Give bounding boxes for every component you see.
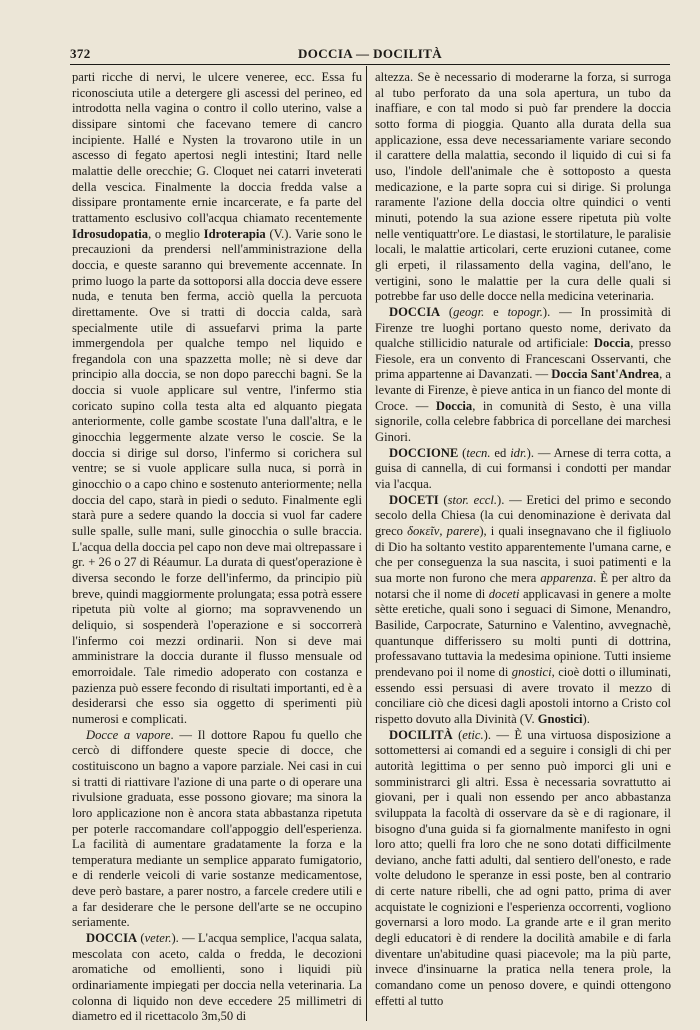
text-run: , presso Fiesole, era un convento di Francescani Osservanti, che prima appartenne ai Davanzati. — [375,336,671,382]
text-run: . — Il dottore Rapou fu quello che cercò di diffondere queste specie di docce, che costituiscono un bagno a vapore parziale. Nei casi in cui si tratti di riattivare l'azione di una parte o di operare una rivulsione graduata, esse possono giovare; ma sinora la loro applicazione non è ancora stata abbastanza ripetuta per poterle raccomandare coll'appoggio dell'esperienza. La facilità di aumentare gradatamente la forza e la temperatura mediante un semplice apparato fumigatorio, e di renderle veicoli di varie sostanze medicamentose, deve però bastare, a parer nostro, a farcele credere utili e a far desiderare che le persone dell'arte se ne occupino seriamente. [72,727,362,930]
text-run: ( [137,931,145,946]
column-divider [366,66,367,1021]
text-run: ). [582,711,590,726]
text-run: altezza. Se è necessario di moderarne la forza, si surroga al tubo perforato da una sola apertura, un tubo da inaffiare, e con tal modo si può far prendere la doccia sotto forma di pioggia. Quanto alla durata della sua applicazione, essa deve necessariamente variare secondo il carattere della malattia, secondo il liquido di cui si fa uso, l'indole dell'animale che è sottoposto a questa medicazione, e la parte sopra cui si dirige. Si prolunga raramente l'azione della doccia oltre quindici o venti minuti, potendo la sua azione essere ripetuta più volte nelle ventiquattr'ore. Le diastasi, le stortilature, le paralisie locali, le malattie articolari, certe eruzioni cutanee, come gli erpeti, il rilassamento della vagina, dell'ano, le vertigini, sono le malattie per la cura delle quali si potrebbe far uso delle docce nella medicina veterinaria. [375,70,671,304]
running-head-title: DOCCIA — DOCILITÀ [297,46,443,61]
text-run: , in comunità di Sesto, è una villa signorile, colla celebre fabbrica di porcellane dei marchesi Ginori. [375,398,671,445]
italic-term: Docce a vapore [86,727,171,742]
italic-term: geogr. [453,304,485,319]
text-run: ed [490,445,511,460]
italic-term: δοκεῖν, parere [407,524,480,539]
italic-term: apparenza [540,571,594,585]
bold-term: DOCCIONE [389,445,459,460]
paragraph [72,728,362,932]
paragraph [72,70,362,728]
text-run: ). — L'acqua semplice, l'acqua salata, mescolata con aceto, calda o fredda, le decozioni aromatiche od emollienti, sono i liquidi più ordinariamente impiegati per doccia nella veterinaria. La colonna di liquido non deve eccedere 25 millimetri di diametro ed il ricettacolo 3m,50 di [72,931,362,1024]
text-run: applicavasi in genere a molte sètte eretiche, quali sono i seguaci di Simone, Menandro, Basilide, Carpocrate, Saturnino e Valentino, avvegnachè, quantunque differissero su molti punti di dottrina, professavano tuttavia la medesima opinione. Tutti insieme prendevano poi il nome di [375,586,671,679]
italic-term: idr. [510,445,527,460]
italic-term: topogr. [507,304,543,319]
bold-term: Doccia [435,398,473,413]
bold-term: DOCILITÀ [389,727,453,742]
bold-term: Doccia [593,336,631,351]
bold-term: Gnostici [537,711,583,726]
running-header [70,42,670,64]
text-run: ( [452,727,463,742]
paragraph [375,493,671,728]
right-column [375,70,671,1025]
text-run: ( [458,445,467,460]
text-run: e [484,304,508,319]
text-run: ), i quali insegnavano che il figliuolo di Dio ha soltanto vestito apparentemente l'umana carne, e che per conseguenza la sua nascita, i suoi patimenti e la sua morte non furono che mera [375,524,671,585]
bold-term: DOCCIA [86,931,138,946]
bold-term: DOCCIA [389,304,441,319]
left-column [72,70,362,1025]
bold-term: Doccia Sant'Andrea [551,367,660,382]
italic-term: tecn. [466,445,491,460]
text-run: , o meglio [148,226,204,241]
italic-term: gnostici [511,664,552,679]
bold-term: Idroterapia [203,226,266,241]
italic-term: stor. eccl. [447,492,498,507]
text-run: ). — Eretici del primo e secondo secolo della Chiesa (la cui denominazione è derivata dal greco [375,492,671,539]
text-run: parti ricche di nervi, le ulcere veneree, ecc. Essa fu riconosciuta utile a detergere gli ascessi del perineo, ed introdotta nella vagina o contro il collo uterino, valse a dissipare sintomi che facevano temere di cancro incipiente. Hallé e Nysten la trovarono utile in un ascesso di fegato apertosi negli intestini; Itard nelle malattie delle orecchie; G. Cloquet nei catarri inveterati della vescica. Finalmente la doccia fredda valse a dissipare prontamente ernie incarcerate, e fa parte del trattamento esclusivo coll'acqua chiamato recentemente [72,70,362,225]
paragraph [375,728,671,1010]
page-number: 372 [70,46,91,61]
italic-term: doceti [488,586,520,601]
italic-term: veter. [144,931,172,946]
paragraph [72,931,362,1025]
text-run: ( [440,304,454,319]
italic-term: etic. [462,727,484,742]
paragraph [375,446,671,493]
paragraph [375,305,671,446]
text-run: ). — Arnese di terra cotta, a guisa di cannella, di cui formansi i condotti per mandar via l'acqua. [375,445,671,492]
text-run: . È per altro da notarsi che il nome di [375,571,671,601]
text-run: ). — È una virtuosa disposizione a sottomettersi ai comandi ed a seguire i consigli di chi per autorità legittima o per senno può imporci gli uni e somministrarci gli altri. Essa è necessaria sovrattutto ai giovani, per i quali non essendo per anco abbastanza sviluppata la facoltà di osservare da sè e di ragionare, il bisogno d'una guida si fa giornalmente manifesto in ogni loro atto; quelli fra loro che ne sono dotati difficilmente deviano, anche fatti adulti, dal sentiero dell'onesto, e rade volte deludono le speranze in essi poste, ben al contrario di certe nature ribelli, che ad ogni patto, prima di aver acquistate le cognizioni e l'esperienza occorrenti, vogliono governarsi a loro modo. La grande arte e il gran merito degli educatori è di rendere la docilità amabile e di farla diventare un'abitudine quasi piacevole; ma la più parte, invece d'insinuarne la pratica nella tenera prole, la comandano come un penoso dovere, e quindi ottengono effetti al tutto [375,727,671,1008]
paragraph [375,70,671,305]
bold-term: Idrosudopatia [72,226,149,241]
text-run: ( [438,492,448,507]
text-run: (V.). Varie sono le precauzioni da prendersi nell'amministrazione della doccia, e queste saranno qui brevemente accennate. In primo luogo la parte da sottoporsi alla doccia deve essere nuda, e tenuta ben ferma, acciò quella la percuota direttamente. Ove si tratti di doccia calda, sarà specialmente utile di assuefarvi prima la parte immergendola per qualche tempo nel liquido e fregandola con una spazzetta molle; nè si deve dar principio alla doccia, se non dopo parecchi bagni. Se la doccia si vuole applicare sul ventre, l'infermo stia coricato supino colla testa alta ed alquanto piegata anteriormente, colle gambe scostate l'una dall'altra, e le ginocchia leggermente alzate verso le coscie. Se la doccia si dirige sul dorso, l'infermo si corichera sul ventre; se si vuole applicare sulla nuca, si porrà in ginocchio o a capo chino e sostenuto anteriormente; nella doccia del capo, starà in piedi o seduto. Finalmente egli starà pure a sedere quando la doccia si vuol far cadere sulle spalle, sulle mani, sulle ginocchia o sulle braccia. L'acqua della doccia pel capo non deve mai oltrepassare i gr. + 26 o 27 di Réaumur. La durata di quest'operazione è diversa secondo le forze dell'infermo, da principio più breve, quindi maggiormente prolungata; essa potrà essere ripetuta più volte al giorno; ma sopravvenendo un deliquio, si sospenderà l'operazione e si soccorrerà l'infermo coi mezzi ordinarii. Non si deve mai amministrare la doccia durante il flusso mensuale od emorroidale. Tale rimedio adoperato con costanza e pazienza può essere fecondo di risultati importanti, ed è a desiderarsi che esso sia oggetto di sperimenti più numerosi e complicati. [72,226,362,726]
text-run: , cioè dotti o illuminati, essendo essi persuasi di avere trovato il mezzo di conciliare ciò che dicesi dagli apostoli intorno a Cristo col rispetto dovuto alla Divinità (V. [375,664,671,726]
text-run: , a levante di Firenze, è pieve antica in un fianco del monte di Croce. — [375,367,671,413]
header-rule [70,64,670,65]
text-run: ). — In prossimità di Firenze tre luoghi portano questo nome, derivato da qualche stillicidio naturale od artificiale: [375,304,671,351]
bold-term: DOCETI [389,492,439,507]
